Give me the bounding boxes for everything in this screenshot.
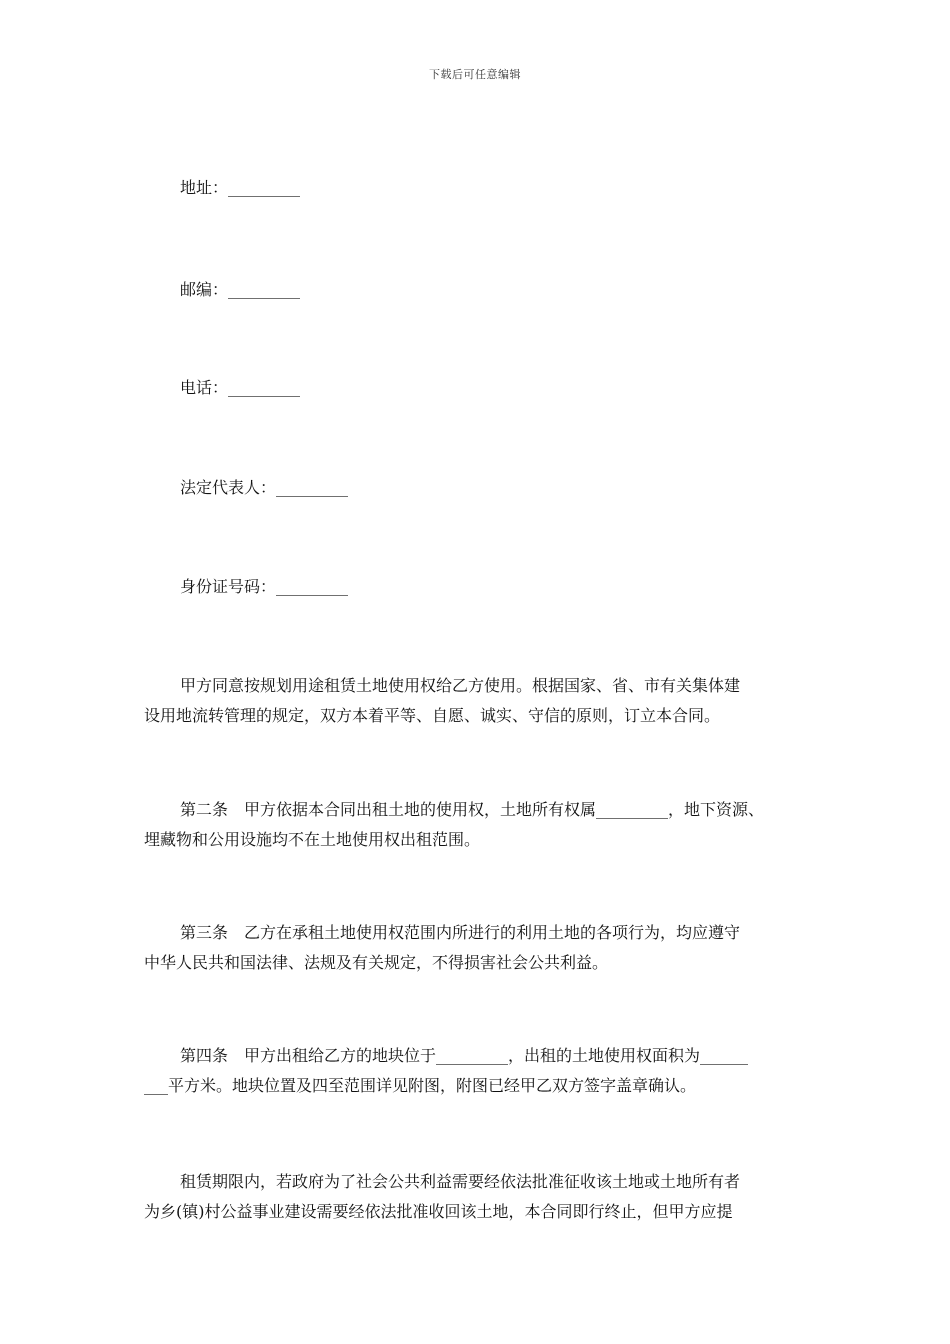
article-3-paragraph (144, 918, 814, 978)
intro-paragraph (144, 671, 814, 731)
paragraph-line: ___平方米。地块位置及四至范围详见附图，附图已经甲乙双方签字盖章确认。 (144, 1076, 697, 1095)
lease-term-paragraph (144, 1167, 814, 1227)
article-2-paragraph (144, 795, 814, 855)
paragraph-line: 第二条 甲方依据本合同出租土地的使用权，土地所有权属_________，地下资源、 (180, 800, 765, 819)
paragraph-line: 埋藏物和公用设施均不在土地使用权出租范围。 (144, 830, 481, 849)
paragraph-line: 第四条 甲方出租给乙方的地块位于_________，出租的土地使用权面积为______ (180, 1046, 749, 1065)
paragraph-line: 甲方同意按规划用途租赁土地使用权给乙方使用。根据国家、省、市有关集体建 (180, 676, 741, 695)
id-number-field: 身份证号码：_________ (180, 577, 349, 596)
article-4-paragraph (144, 1041, 814, 1101)
phone-field: 电话：_________ (180, 378, 301, 397)
paragraph-line: 第三条 乙方在承租土地使用权范围内所进行的利用土地的各项行为，均应遵守 (180, 923, 741, 942)
page-header: 下载后可任意编辑 (429, 68, 521, 81)
postcode-field: 邮编：_________ (180, 280, 301, 299)
paragraph-line: 设用地流转管理的规定，双方本着平等、自愿、诚实、守信的原则，订立本合同。 (144, 706, 721, 725)
address-field: 地址：_________ (180, 178, 301, 197)
paragraph-line: 租赁期限内，若政府为了社会公共利益需要经依法批准征收该土地或土地所有者 (180, 1172, 741, 1191)
legal-representative-field: 法定代表人：_________ (180, 478, 349, 497)
paragraph-line: 中华人民共和国法律、法规及有关规定，不得损害社会公共利益。 (144, 953, 609, 972)
paragraph-line: 为乡(镇)村公益事业建设需要经依法批准收回该土地，本合同即行终止，但甲方应提 (144, 1202, 733, 1221)
